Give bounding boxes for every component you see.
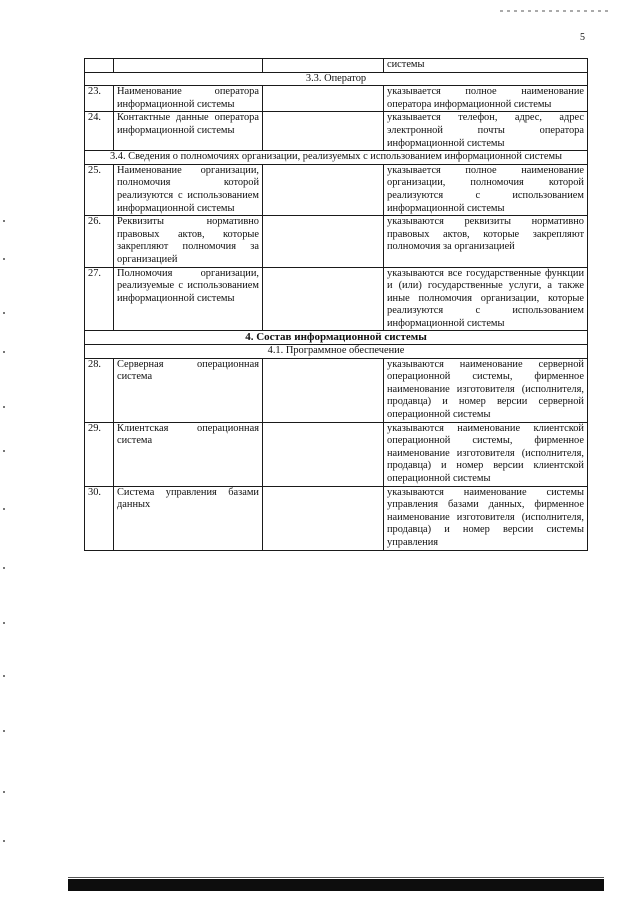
section-header-row <box>85 345 588 359</box>
row-description: указывается полное наименование организации, полномочия которой реализуются с использованием информационной системы <box>384 164 588 215</box>
row-description: указываются реквизиты нормативно правовых актов, которые закрепляют полномочия за организацией <box>384 216 588 267</box>
row-description: системы <box>384 59 588 73</box>
table-row <box>85 358 588 422</box>
section-title: 3.4. Сведения о полномочиях организации, реализуемых с использованием информационной системы <box>85 151 588 165</box>
row-name: Контактные данные оператора информационной системы <box>114 112 263 151</box>
row-number: 30. <box>85 486 114 550</box>
row-name: Серверная операционная система <box>114 358 263 422</box>
table-row <box>85 267 588 331</box>
row-number: 24. <box>85 112 114 151</box>
row-description: указываются наименование системы управления базами данных, фирменное наименование изготовителя (исполнителя, продавца) и номер версии системы управления <box>384 486 588 550</box>
main-section-title: 4. Состав информационной системы <box>85 331 588 345</box>
row-name <box>114 59 263 73</box>
row-description: указывается полное наименование оператора информационной системы <box>384 86 588 112</box>
row-name: Реквизиты нормативно правовых актов, которые закрепляют полномочия за организацией <box>114 216 263 267</box>
row-number: 29. <box>85 422 114 486</box>
row-value <box>263 86 384 112</box>
row-name: Полномочия организации, реализуемые с использованием информационной системы <box>114 267 263 331</box>
page-number: 5 <box>580 32 585 43</box>
scan-margin-marks <box>3 220 17 860</box>
row-name: Наименование оператора информационной системы <box>114 86 263 112</box>
row-value <box>263 267 384 331</box>
row-value <box>263 358 384 422</box>
table-row <box>85 216 588 267</box>
table-row <box>85 164 588 215</box>
table-row <box>85 486 588 550</box>
row-number: 23. <box>85 86 114 112</box>
row-description: указываются все государственные функции и (или) государственные услуги, а также иные полномочия организации, которые реализуются с использованием информационной системы <box>384 267 588 331</box>
info-system-table <box>84 58 588 551</box>
row-name: Наименование организации, полномочия которой реализуются с использованием информационной системы <box>114 164 263 215</box>
scan-artifact <box>500 10 610 12</box>
section-header-row <box>85 72 588 86</box>
table-row <box>85 422 588 486</box>
table-row <box>85 86 588 112</box>
row-number: 25. <box>85 164 114 215</box>
row-number: 27. <box>85 267 114 331</box>
row-description: указывается телефон, адрес, адрес электронной почты оператора информационной системы <box>384 112 588 151</box>
row-value <box>263 112 384 151</box>
subsection-title: 4.1. Программное обеспечение <box>85 345 588 359</box>
table-row <box>85 112 588 151</box>
row-value <box>263 164 384 215</box>
row-value <box>263 59 384 73</box>
row-description: указываются наименование серверной операционной системы, фирменное наименование изготовителя (исполнителя, продавца) и номер версии серверной операционной системы <box>384 358 588 422</box>
table-row <box>85 59 588 73</box>
scan-edge-line <box>68 877 604 878</box>
row-value <box>263 486 384 550</box>
row-value <box>263 216 384 267</box>
row-value <box>263 422 384 486</box>
scan-bottom-edge <box>68 879 604 891</box>
main-section-row <box>85 331 588 345</box>
row-description: указываются наименование клиентской операционной системы, фирменное наименование изготовителя (исполнителя, продавца) и номер версии клиентской операционной системы <box>384 422 588 486</box>
row-number <box>85 59 114 73</box>
row-name: Система управления базами данных <box>114 486 263 550</box>
section-header-row <box>85 151 588 165</box>
row-number: 28. <box>85 358 114 422</box>
row-name: Клиентская операционная система <box>114 422 263 486</box>
section-title: 3.3. Оператор <box>85 72 588 86</box>
row-number: 26. <box>85 216 114 267</box>
